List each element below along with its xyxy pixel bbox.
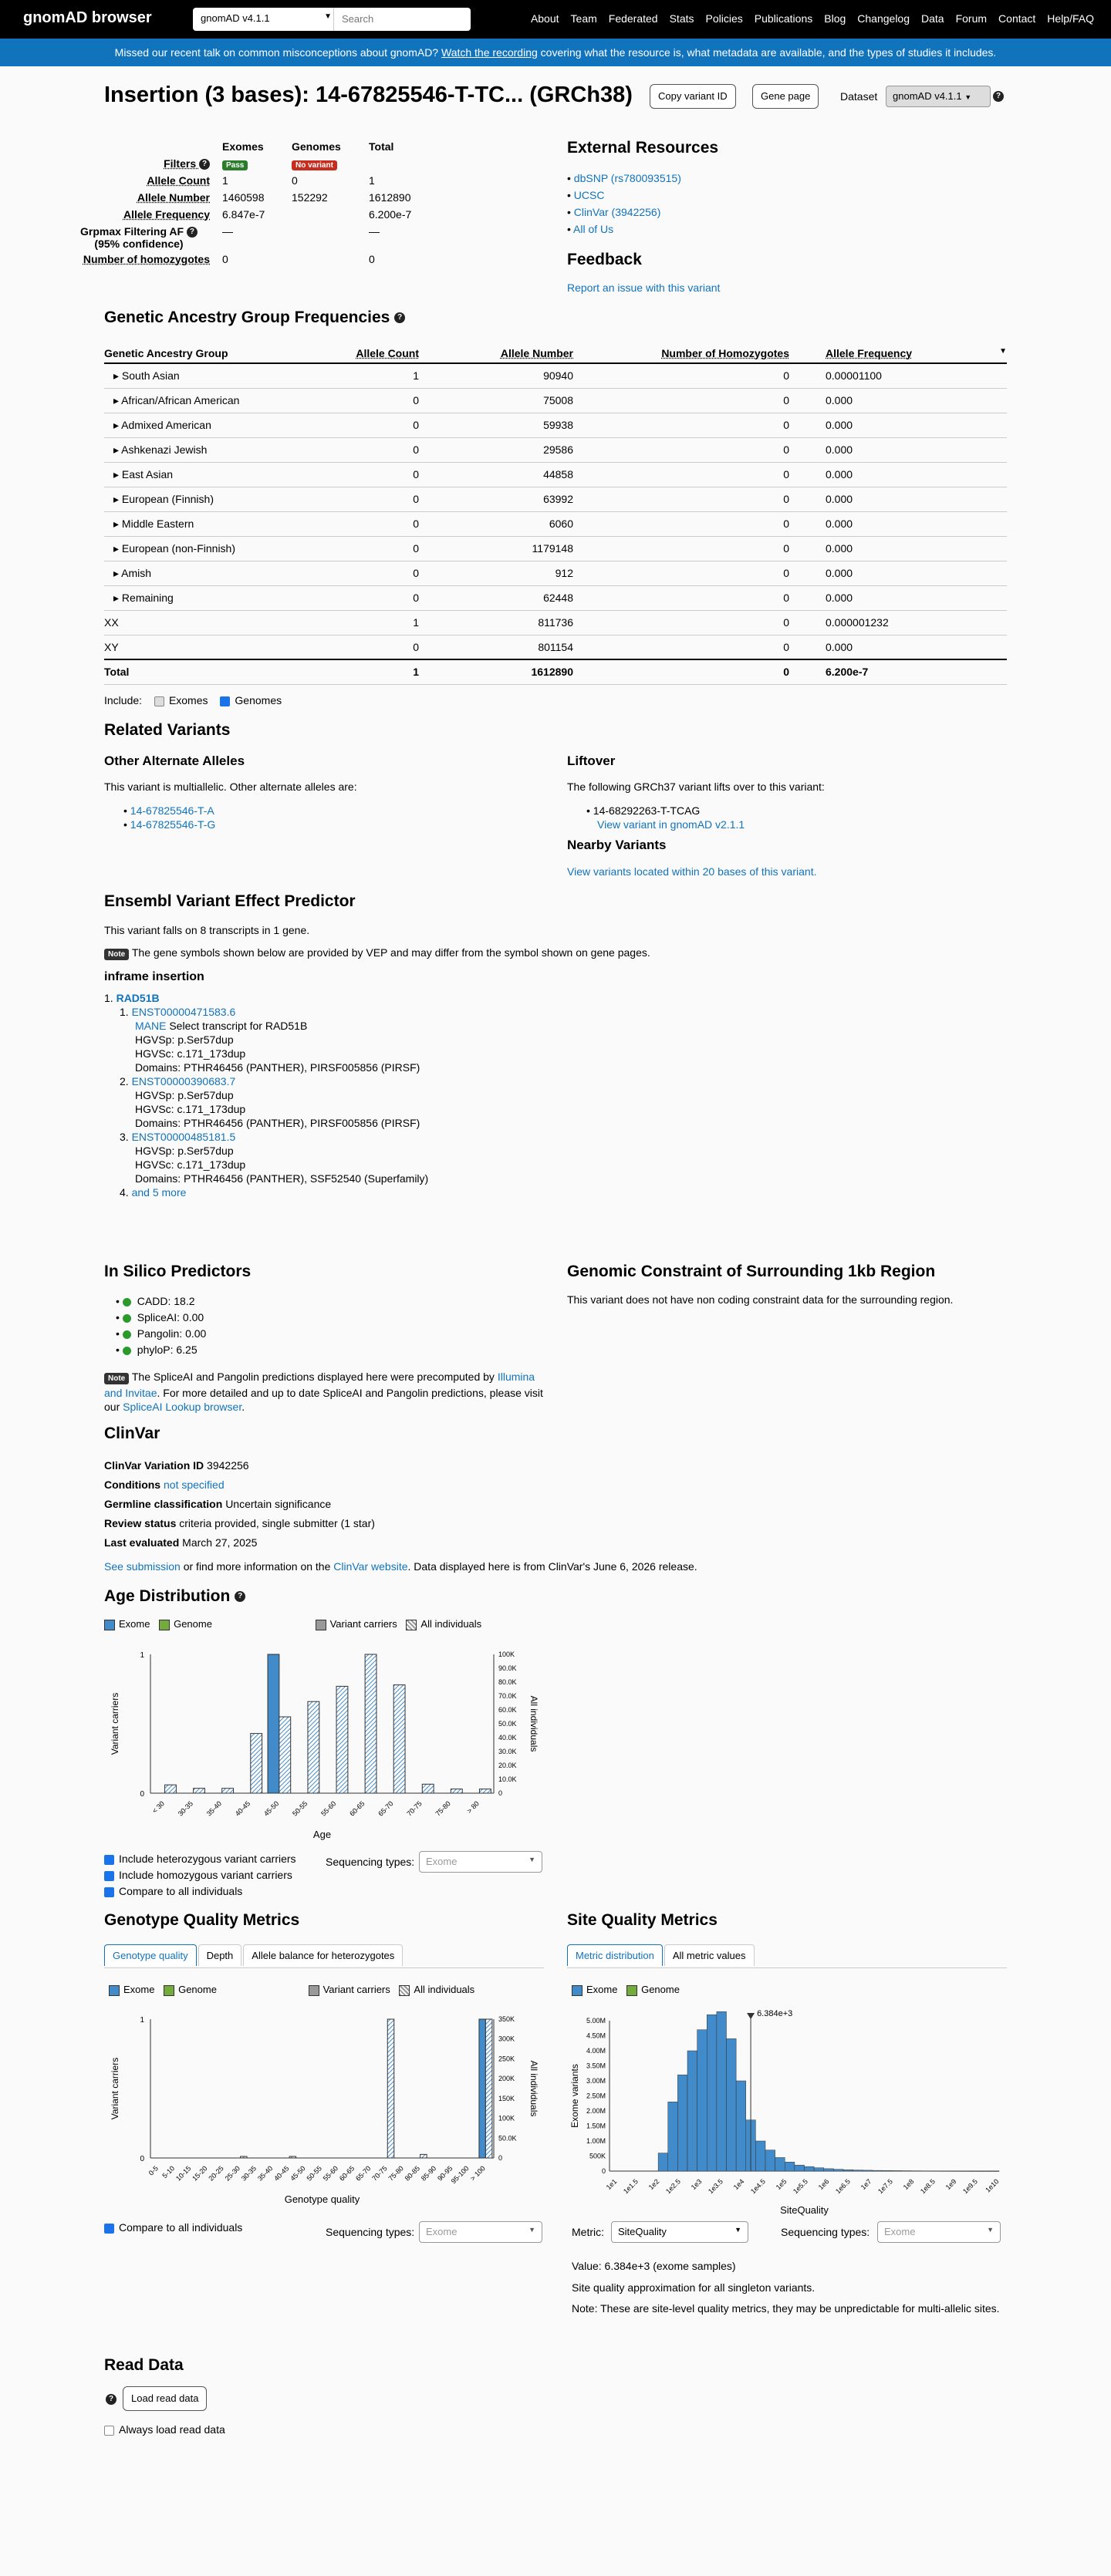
histogram-bar bbox=[775, 2157, 785, 2171]
transcript-link[interactable]: ENST00000390683.7 bbox=[131, 1075, 236, 1087]
histogram-bar bbox=[736, 2081, 746, 2171]
histogram-bar bbox=[853, 2170, 863, 2171]
carrier-bar bbox=[479, 2019, 485, 2158]
banner-link[interactable]: Watch the recording bbox=[441, 46, 538, 59]
external-resources-title: External Resources bbox=[567, 139, 719, 157]
total-row: Total 1 1612890 0 6.200e-7 bbox=[104, 659, 1007, 684]
x-tick-label: 75-80 bbox=[434, 1799, 452, 1818]
homozygous-checkbox[interactable] bbox=[104, 1871, 114, 1881]
dbsnp-link[interactable]: dbSNP (rs780093515) bbox=[573, 172, 681, 184]
all-individuals-bar bbox=[241, 2156, 247, 2158]
transcript-link[interactable]: ENST00000471583.6 bbox=[131, 1006, 236, 1018]
x-tick-label: 1e4.5 bbox=[748, 2177, 767, 2196]
x-tick-label: 80-85 bbox=[403, 2164, 422, 2183]
x-tick-label: 70-75 bbox=[405, 1799, 424, 1818]
x-tick-label: 1e8 bbox=[901, 2177, 916, 2192]
all-individuals-bar bbox=[393, 1685, 405, 1793]
nav-link[interactable]: Changelog bbox=[857, 12, 910, 25]
sq-legend: Exome Genome bbox=[572, 1984, 680, 1996]
y-tick-label: 3.50M bbox=[586, 2062, 606, 2070]
page-title: Insertion (3 bases): 14-67825546-T-TC... (GRCh38) bbox=[104, 83, 633, 107]
x-tick-label: 1e2.5 bbox=[664, 2177, 682, 2196]
site-quality-chart bbox=[567, 2001, 1011, 2216]
clinvar-footer: See submission or find more information on the ClinVar website. Data displayed here is from ClinVar's June 6, 2026 release. bbox=[104, 1560, 697, 1573]
clinvar-website-link[interactable]: ClinVar website bbox=[333, 1560, 408, 1573]
liftover-item: • 14-68292263-T-TCAG View variant in gnomAD v2.1.1 bbox=[586, 804, 745, 831]
all-individuals-bar bbox=[479, 1789, 491, 1793]
green-dot-icon bbox=[123, 1347, 131, 1355]
histogram-bar bbox=[795, 2165, 805, 2171]
caret-down-icon: ▼ bbox=[324, 12, 332, 21]
histogram-bar bbox=[833, 2170, 843, 2171]
histogram-bar bbox=[687, 2051, 697, 2171]
constraint-text: This variant does not have non coding constraint data for the surrounding region. bbox=[567, 1293, 954, 1306]
y2-tick-label: 100K bbox=[498, 1650, 515, 1658]
nav-link[interactable]: Team bbox=[570, 12, 597, 25]
seq-type-label: Sequencing types: bbox=[326, 1856, 415, 1868]
x-tick-label: 15-20 bbox=[191, 2164, 209, 2183]
nav-link[interactable]: Help/FAQ bbox=[1047, 12, 1094, 25]
y2-tick-label: 80.0K bbox=[498, 1678, 517, 1686]
dataset-selector[interactable]: gnomAD v4.1.1 ▼ bbox=[886, 86, 991, 107]
all-individuals-bar bbox=[308, 1701, 319, 1793]
x-tick-label: 55-60 bbox=[319, 1799, 338, 1818]
green-dot-icon bbox=[123, 1330, 131, 1339]
pass-badge: Pass bbox=[222, 160, 248, 170]
x-tick-label: 30-35 bbox=[176, 1799, 195, 1818]
clinvar-details: ClinVar Variation ID 3942256 Conditions not specified Germline classification Uncertain significance Review status criteria provided, single submitter (1 star) Last evaluated March 27, 2025 bbox=[104, 1459, 375, 1549]
help-icon: ? bbox=[394, 312, 405, 323]
ancestry-table: Genetic Ancestry Group Allele Count Allele Number Number of Homozygotes Allele Frequency ▼ ▸ South Asian 1 90940 0 0.00001100 ▸ African/African American 0 75008 0 0.000 ▸ Admixed American 0 59938 0 0.000 ▸ Ashkenazi Jewish 0 29586 0 0.000 ▸ East Asian 0 44858 0 0.000 ▸ European (Finnish) 0 63992 0 0.000 ▸ Middle Eastern 0 6060 0 0.000 ▸ European (non-Finnish) 0 1179148 0 0.000 ▸ Amish 0 912 0 0.000 ▸ Remaining 0 62448 0 0.000 XX 1 811736 0 0.000001232 XY 0 801154 0 0.000 Total 1 1612890 0 6.200e-7 bbox=[104, 343, 1007, 685]
histogram-bar bbox=[883, 2170, 893, 2171]
y2-tick-label: 70.0K bbox=[498, 1692, 517, 1700]
report-issue-link[interactable]: Report an issue with this variant bbox=[567, 282, 721, 294]
histogram-bar bbox=[843, 2170, 853, 2171]
marker-label: 6.384e+3 bbox=[757, 2009, 793, 2018]
y-tick-label: 2.00M bbox=[586, 2107, 606, 2115]
sq-tabs bbox=[567, 1944, 756, 1966]
histogram-bar bbox=[785, 2162, 795, 2171]
x-tick-label: 50-55 bbox=[305, 2164, 323, 2183]
y2-tick-label: 30.0K bbox=[498, 1748, 517, 1755]
nav-link[interactable]: Blog bbox=[824, 12, 846, 25]
histogram-bar bbox=[892, 2170, 902, 2171]
x-tick-label: 45-50 bbox=[289, 2164, 307, 2183]
table-row[interactable]: ▸ East Asian 0 44858 0 0.000 bbox=[104, 462, 1007, 487]
x-tick-label: 95-100 bbox=[449, 2164, 471, 2186]
in-silico-list: • CADD: 18.2 • SpliceAI: 0.00 • Pangolin: 0.00 • phyloP: 6.25 bbox=[116, 1295, 207, 1356]
liftover-text: The following GRCh37 variant lifts over to this variant: bbox=[567, 781, 825, 793]
nav-link[interactable]: Data bbox=[921, 12, 944, 25]
x-tick-label: 40-45 bbox=[272, 2164, 291, 2183]
y2-tick-label: 90.0K bbox=[498, 1664, 517, 1672]
y-tick-label: 2.50M bbox=[586, 2092, 606, 2100]
constraint-title: Genomic Constraint of Surrounding 1kb Region bbox=[567, 1263, 936, 1280]
all-individuals-swatch bbox=[406, 1620, 417, 1630]
table-row: XX 1 811736 0 0.000001232 bbox=[104, 610, 1007, 635]
vep-note: Note The gene symbols shown below are provided by VEP and may differ from the symbol shown on gene pages. bbox=[104, 946, 650, 959]
x-tick-label: 5-10 bbox=[160, 2164, 177, 2180]
seq-type-select[interactable]: Exome ▼ bbox=[419, 2221, 542, 2243]
x-tick-label: 1e1.5 bbox=[621, 2177, 640, 2196]
x-tick-label: 35-40 bbox=[204, 1799, 224, 1818]
y2-tick-label: 40.0K bbox=[498, 1734, 517, 1741]
histogram-bar bbox=[697, 2030, 707, 2171]
nav-link[interactable]: Federated bbox=[608, 12, 658, 25]
x-tick-label: 0-5 bbox=[147, 2164, 160, 2177]
help-icon: ? bbox=[235, 1591, 245, 1602]
x-tick-label: 1e7.5 bbox=[876, 2177, 894, 2196]
help-icon[interactable]: ? bbox=[993, 91, 1004, 102]
more-transcripts-link[interactable]: and 5 more bbox=[131, 1186, 187, 1199]
all-individuals-bar bbox=[289, 2156, 295, 2158]
table-row[interactable]: ▸ European (non-Finnish) 0 1179148 0 0.000 bbox=[104, 536, 1007, 561]
metric-select[interactable]: SiteQuality ▼ bbox=[611, 2221, 748, 2243]
tab-depth[interactable]: Depth bbox=[198, 1944, 242, 1966]
table-row[interactable]: ▸ South Asian 1 90940 0 0.00001100 bbox=[104, 363, 1007, 388]
histogram-bar bbox=[980, 2171, 990, 2172]
conditions-link[interactable]: not specified bbox=[164, 1479, 225, 1491]
histogram-bar bbox=[961, 2171, 971, 2172]
histogram-bar bbox=[902, 2171, 912, 2172]
x-tick-label: 1e2 bbox=[647, 2177, 661, 2192]
spliceai-lookup-link[interactable]: SpliceAI Lookup browser bbox=[123, 1401, 242, 1413]
x-tick-label: 50-55 bbox=[291, 1799, 309, 1818]
nearby-title: Nearby Variants bbox=[567, 838, 667, 852]
clinvar-title: ClinVar bbox=[104, 1425, 160, 1442]
nav-link[interactable]: About bbox=[530, 12, 559, 25]
y-tick-label: 1.00M bbox=[586, 2137, 606, 2145]
y-axis-label: Exome variants bbox=[569, 2064, 580, 2128]
nav-links bbox=[531, 12, 1094, 25]
mane-link[interactable]: MANE bbox=[135, 1020, 167, 1032]
x-tick-label: 1e9.5 bbox=[961, 2177, 979, 2196]
histogram-bar bbox=[814, 2168, 824, 2171]
histogram-bar bbox=[658, 2153, 668, 2171]
table-row[interactable]: ▸ Admixed American 0 59938 0 0.000 bbox=[104, 413, 1007, 437]
tab-metric-distribution[interactable]: Metric distribution bbox=[567, 1944, 663, 1966]
consequence-title: inframe insertion bbox=[104, 970, 204, 983]
y-tick-label: 500K bbox=[589, 2152, 606, 2160]
all-individuals-bar bbox=[336, 1686, 348, 1793]
y2-tick-label: 250K bbox=[498, 2055, 515, 2063]
histogram-bar bbox=[863, 2170, 873, 2171]
y2-tick-label: 100K bbox=[498, 2114, 515, 2123]
x-axis-label: Age bbox=[312, 1829, 332, 1840]
y2-tick-label: 50.0K bbox=[498, 2134, 517, 2143]
y-tick-label: 0 bbox=[601, 2167, 606, 2175]
x-tick-label: 85-90 bbox=[419, 2164, 438, 2183]
all-individuals-bar bbox=[251, 1734, 262, 1793]
histogram-bar bbox=[805, 2166, 815, 2171]
in-silico-title: In Silico Predictors bbox=[104, 1263, 252, 1280]
histogram-bar bbox=[765, 2150, 775, 2171]
vep-title: Ensembl Variant Effect Predictor bbox=[104, 892, 356, 910]
liftover-link[interactable]: View variant in gnomAD v2.1.1 bbox=[597, 818, 745, 831]
clinvar-link[interactable]: ClinVar (3942256) bbox=[573, 206, 661, 218]
seq-type-select[interactable]: Exome ▼ bbox=[877, 2221, 1001, 2243]
ucsc-link[interactable]: UCSC bbox=[573, 189, 605, 201]
all-individuals-bar bbox=[485, 2019, 491, 2158]
table-row[interactable]: ▸ African/African American 0 75008 0 0.000 bbox=[104, 388, 1007, 413]
histogram-bar bbox=[707, 2015, 717, 2171]
table-row: XY 0 801154 0 0.000 bbox=[104, 635, 1007, 659]
exomes-checkbox[interactable] bbox=[154, 696, 164, 706]
related-variants-title: Related Variants bbox=[104, 721, 231, 739]
site-quality-info: Value: 6.384e+3 (exome samples) Site quality approximation for all singleton variants. Note: These are site-level quality metrics, they may be unpredictable for multi-allelic sites. bbox=[572, 2260, 1000, 2315]
heterozygous-checkbox[interactable] bbox=[104, 1855, 114, 1865]
gq-tabs bbox=[104, 1944, 404, 1966]
all-individuals-bar bbox=[222, 1789, 234, 1793]
y2-tick-label: 60.0K bbox=[498, 1706, 517, 1714]
other-alleles-title: Other Alternate Alleles bbox=[104, 754, 245, 768]
x-tick-label: 1e5.5 bbox=[791, 2177, 809, 2196]
x-tick-label: 1e4 bbox=[731, 2177, 746, 2192]
y-tick-label: 0 bbox=[140, 2155, 144, 2163]
x-tick-label: 70-75 bbox=[370, 2164, 389, 2183]
x-tick-label: 1e6 bbox=[816, 2177, 831, 2192]
histogram-bar bbox=[668, 2102, 678, 2171]
x-tick-label: 1e3.5 bbox=[706, 2177, 724, 2196]
x-tick-label: 60-65 bbox=[348, 1799, 366, 1818]
all-individuals-bar bbox=[279, 1717, 291, 1793]
x-tick-label: < 30 bbox=[150, 1799, 166, 1815]
y2-tick-label: 0 bbox=[498, 1789, 503, 1797]
x-tick-label: 30-35 bbox=[239, 2164, 258, 2183]
y2-tick-label: 0 bbox=[498, 2154, 503, 2162]
gene-page-button[interactable]: Gene page bbox=[752, 84, 819, 109]
x-tick-label: 1e7 bbox=[859, 2177, 873, 2192]
y-tick-label: 5.00M bbox=[586, 2017, 606, 2025]
nav-link[interactable]: Policies bbox=[705, 12, 743, 25]
alt-allele-link[interactable]: 14-67825546-T-A bbox=[130, 804, 214, 817]
x-tick-label: 40-45 bbox=[233, 1799, 252, 1818]
histogram-bar bbox=[911, 2171, 921, 2172]
x-tick-label: 1e9 bbox=[944, 2177, 958, 2192]
seq-type-label: Sequencing types: bbox=[781, 2226, 870, 2238]
y-tick-label: 1.50M bbox=[586, 2122, 606, 2130]
y-tick-label: 1 bbox=[140, 2016, 144, 2025]
table-row[interactable]: ▸ European (Finnish) 0 63992 0 0.000 bbox=[104, 487, 1007, 511]
brand-logo[interactable]: gnomAD browser bbox=[23, 9, 152, 26]
y2-tick-label: 350K bbox=[498, 2015, 515, 2023]
y2-tick-label: 50.0K bbox=[498, 1720, 517, 1728]
ancestry-title: Genetic Ancestry Group Frequencies ? bbox=[104, 309, 405, 327]
genotype-quality-title: Genotype Quality Metrics bbox=[104, 1911, 300, 1929]
summary-table: Exomes Genomes Total Filters ? Pass No variant Allele Count 1 0 1 Allele Number 1460598 152292 1612890 Allele Frequency 6.847e-7 6.200e-7 Grpmax Filtering AF ? (95% confidence) — — Number of homozygotes 0 0 bbox=[80, 140, 412, 266]
gq-legend: Exome Genome Variant carriers All individuals bbox=[109, 1984, 474, 1996]
multiallelic-text: This variant is multiallelic. Other alternate alleles are: bbox=[104, 781, 357, 793]
tab-genotype-quality[interactable]: Genotype quality bbox=[104, 1944, 197, 1966]
alt-alleles-list: • 14-67825546-T-A • 14-67825546-T-G bbox=[123, 804, 216, 831]
gene-link[interactable]: RAD51B bbox=[116, 992, 160, 1004]
y-tick-label: 4.00M bbox=[586, 2047, 606, 2055]
seq-type-select[interactable]: Exome ▼ bbox=[419, 1851, 542, 1873]
x-tick-label: > 100 bbox=[468, 2164, 487, 2183]
genomes-checkbox[interactable] bbox=[220, 696, 230, 706]
read-data-title: Read Data bbox=[104, 2356, 184, 2374]
transcript-link[interactable]: ENST00000485181.5 bbox=[131, 1131, 236, 1143]
compare-checkbox[interactable] bbox=[104, 2224, 114, 2234]
all-individuals-bar bbox=[387, 2019, 393, 2158]
y-tick-label: 1 bbox=[140, 1651, 144, 1660]
green-dot-icon bbox=[123, 1298, 131, 1307]
help-icon: ? bbox=[199, 159, 210, 170]
y2-tick-label: 150K bbox=[498, 2094, 515, 2102]
nav-link[interactable]: Publications bbox=[754, 12, 813, 25]
x-tick-label: 65-70 bbox=[354, 2164, 373, 2183]
histogram-bar bbox=[873, 2170, 883, 2171]
x-tick-label: 1e3 bbox=[689, 2177, 704, 2192]
y-axis-label: Variant carriers bbox=[110, 1692, 120, 1755]
illumina-link[interactable]: Illumina and Invitae bbox=[104, 1371, 535, 1399]
histogram-bar bbox=[921, 2171, 931, 2172]
x-tick-label: 65-70 bbox=[377, 1799, 395, 1818]
x-tick-label: 75-80 bbox=[387, 2164, 405, 2183]
site-quality-title: Site Quality Metrics bbox=[567, 1911, 718, 1929]
genome-swatch bbox=[159, 1620, 170, 1630]
table-row[interactable]: ▸ Amish 0 912 0 0.000 bbox=[104, 561, 1007, 585]
x-tick-label: 90-95 bbox=[436, 2164, 454, 2183]
help-icon[interactable]: ? bbox=[106, 2394, 117, 2405]
x-tick-label: 1e1 bbox=[604, 2177, 619, 2192]
vep-transcripts: 1. RAD51B 1. ENST00000471583.6 MANE Select transcript for RAD51B HGVSp: p.Ser57dup HGVSc: c.171_173dup Domains: PTHR46456 (PANTHER), PIRSF005856 (PIRSF) 2. ENST00000390683.7 HGVSp: p.Ser57dup HGVSc: c.171_173dup Domains: PTHR46456 (PANTHER), PIRSF005856 (PIRSF) 3. ENST00000485181.5 HGVSp: p.Ser57dup HGVSc: c.171_173dup Domains: PTHR46456 (PANTHER), SSF52540 (Superfamily) 4. and 5 more bbox=[104, 992, 429, 1199]
gq-compare: Compare to all individuals bbox=[104, 2221, 242, 2234]
y2-tick-label: 300K bbox=[498, 2035, 515, 2043]
x-tick-label: 25-30 bbox=[223, 2164, 241, 2183]
table-row[interactable]: ▸ Ashkenazi Jewish 0 29586 0 0.000 bbox=[104, 437, 1007, 462]
y2-tick-label: 10.0K bbox=[498, 1775, 517, 1783]
carriers-swatch bbox=[316, 1620, 326, 1630]
include-row: Include: Exomes Genomes bbox=[104, 694, 282, 706]
see-submission-link[interactable]: See submission bbox=[104, 1560, 181, 1573]
histogram-bar bbox=[951, 2171, 961, 2172]
carrier-bar bbox=[268, 1654, 279, 1793]
y-tick-label: 3.00M bbox=[586, 2077, 606, 2085]
table-row[interactable]: ▸ Middle Eastern 0 6060 0 0.000 bbox=[104, 511, 1007, 536]
x-tick-label: 60-65 bbox=[337, 2164, 356, 2183]
y2-axis-label: All individuals bbox=[528, 2060, 539, 2117]
histogram-bar bbox=[755, 2141, 765, 2171]
tab-all-metric-values[interactable]: All metric values bbox=[664, 1944, 755, 1966]
always-load-row: Always load read data bbox=[104, 2423, 225, 2436]
y2-tick-label: 200K bbox=[498, 2075, 515, 2083]
nav-link[interactable]: Contact bbox=[998, 12, 1036, 25]
all-individuals-bar bbox=[451, 1789, 462, 1793]
age-distribution-chart bbox=[104, 1639, 559, 1839]
x-tick-label: 45-50 bbox=[262, 1799, 281, 1818]
always-load-checkbox[interactable] bbox=[104, 2426, 114, 2436]
table-row[interactable]: ▸ Remaining 0 62448 0 0.000 bbox=[104, 585, 1007, 610]
tab-allele-balance[interactable]: Allele balance for heterozygotes bbox=[243, 1944, 403, 1966]
x-tick-label: 35-40 bbox=[255, 2164, 275, 2183]
dataset-select[interactable]: gnomAD v4.1.1 ▼ bbox=[193, 8, 339, 31]
all-individuals-bar bbox=[194, 1789, 205, 1793]
histogram-bar bbox=[677, 2075, 687, 2171]
x-tick-label: 1e8.5 bbox=[918, 2177, 937, 2196]
x-tick-label: 1e6.5 bbox=[833, 2177, 852, 2196]
dataset-label: Dataset bbox=[840, 90, 878, 103]
load-read-data-button[interactable]: Load read data bbox=[123, 2386, 207, 2411]
x-axis-label: Genotype quality bbox=[284, 2193, 360, 2205]
green-dot-icon bbox=[123, 1314, 131, 1323]
age-options: Include heterozygous variant carriers Include homozygous variant carriers Compare to all individuals bbox=[104, 1851, 296, 1900]
y-tick-label: 4.50M bbox=[586, 2031, 606, 2040]
x-axis-label: SiteQuality bbox=[780, 2204, 829, 2216]
histogram-bar bbox=[940, 2171, 951, 2172]
x-tick-label: 55-60 bbox=[321, 2164, 340, 2183]
no-variant-badge: No variant bbox=[292, 160, 337, 170]
x-tick-label: 1e10 bbox=[984, 2177, 1001, 2194]
seq-type-label: Sequencing types: bbox=[326, 2226, 415, 2238]
nearby-link[interactable]: View variants located within 20 bases of this variant. bbox=[567, 865, 817, 878]
all-individuals-bar bbox=[422, 1784, 434, 1793]
histogram-bar bbox=[824, 2169, 834, 2171]
metric-label: Metric: bbox=[572, 2226, 604, 2238]
histogram-bar bbox=[727, 2038, 737, 2171]
age-distribution-title: Age Distribution ? bbox=[104, 1587, 245, 1606]
histogram-bar bbox=[970, 2171, 980, 2172]
histogram-bar bbox=[717, 2011, 727, 2171]
search-input[interactable]: Search bbox=[333, 8, 471, 31]
tab-divider bbox=[567, 1967, 1007, 1968]
genotype-quality-chart bbox=[104, 2004, 559, 2204]
exome-swatch bbox=[104, 1620, 115, 1630]
vep-text: This variant falls on 8 transcripts in 1 gene. bbox=[104, 924, 310, 936]
feedback-title: Feedback bbox=[567, 251, 642, 268]
top-navbar bbox=[0, 0, 1111, 39]
all-individuals-bar bbox=[165, 1785, 177, 1793]
y2-axis-label: All individuals bbox=[528, 1695, 539, 1752]
copy-variant-id-button[interactable]: Copy variant ID bbox=[650, 84, 736, 109]
y-axis-label: Variant carriers bbox=[110, 2057, 120, 2120]
tab-divider bbox=[104, 1967, 544, 1968]
all-individuals-bar bbox=[365, 1654, 377, 1793]
compare-checkbox[interactable] bbox=[104, 1887, 114, 1897]
x-tick-label: 1e5 bbox=[774, 2177, 789, 2192]
x-tick-label: > 80 bbox=[465, 1799, 481, 1815]
y-tick-label: 0 bbox=[140, 1790, 144, 1799]
nav-link[interactable]: Stats bbox=[669, 12, 694, 25]
announcement-banner: Missed our recent talk on common misconceptions about gnomAD? Watch the recording covering what the resource is, what metadata are available, and the types of studies it includes. bbox=[0, 39, 1111, 66]
histogram-bar bbox=[931, 2171, 941, 2172]
age-legend: Exome Genome Variant carriers All individuals bbox=[104, 1618, 481, 1630]
external-links: • dbSNP (rs780093515) • UCSC • ClinVar (3942256) • All of Us bbox=[567, 172, 681, 235]
in-silico-note: Note The SpliceAI and Pangolin predictions displayed here were precomputed by Illumina and Invitae. For more detailed and up to date SpliceAI and Pangolin predictions, please visit our SpliceAI Lookup browser. bbox=[104, 1371, 543, 1413]
nav-link[interactable]: Forum bbox=[955, 12, 988, 25]
x-tick-label: 20-25 bbox=[207, 2164, 225, 2183]
alt-allele-link[interactable]: 14-67825546-T-G bbox=[130, 818, 216, 831]
liftover-title: Liftover bbox=[567, 754, 616, 768]
all-individuals-bar bbox=[420, 2154, 427, 2158]
all-of-us-link[interactable]: All of Us bbox=[573, 223, 614, 235]
histogram-bar bbox=[989, 2171, 999, 2172]
x-tick-label: 10-15 bbox=[174, 2164, 193, 2183]
marker-arrow-icon bbox=[747, 2013, 755, 2019]
y2-tick-label: 20.0K bbox=[498, 1762, 517, 1769]
